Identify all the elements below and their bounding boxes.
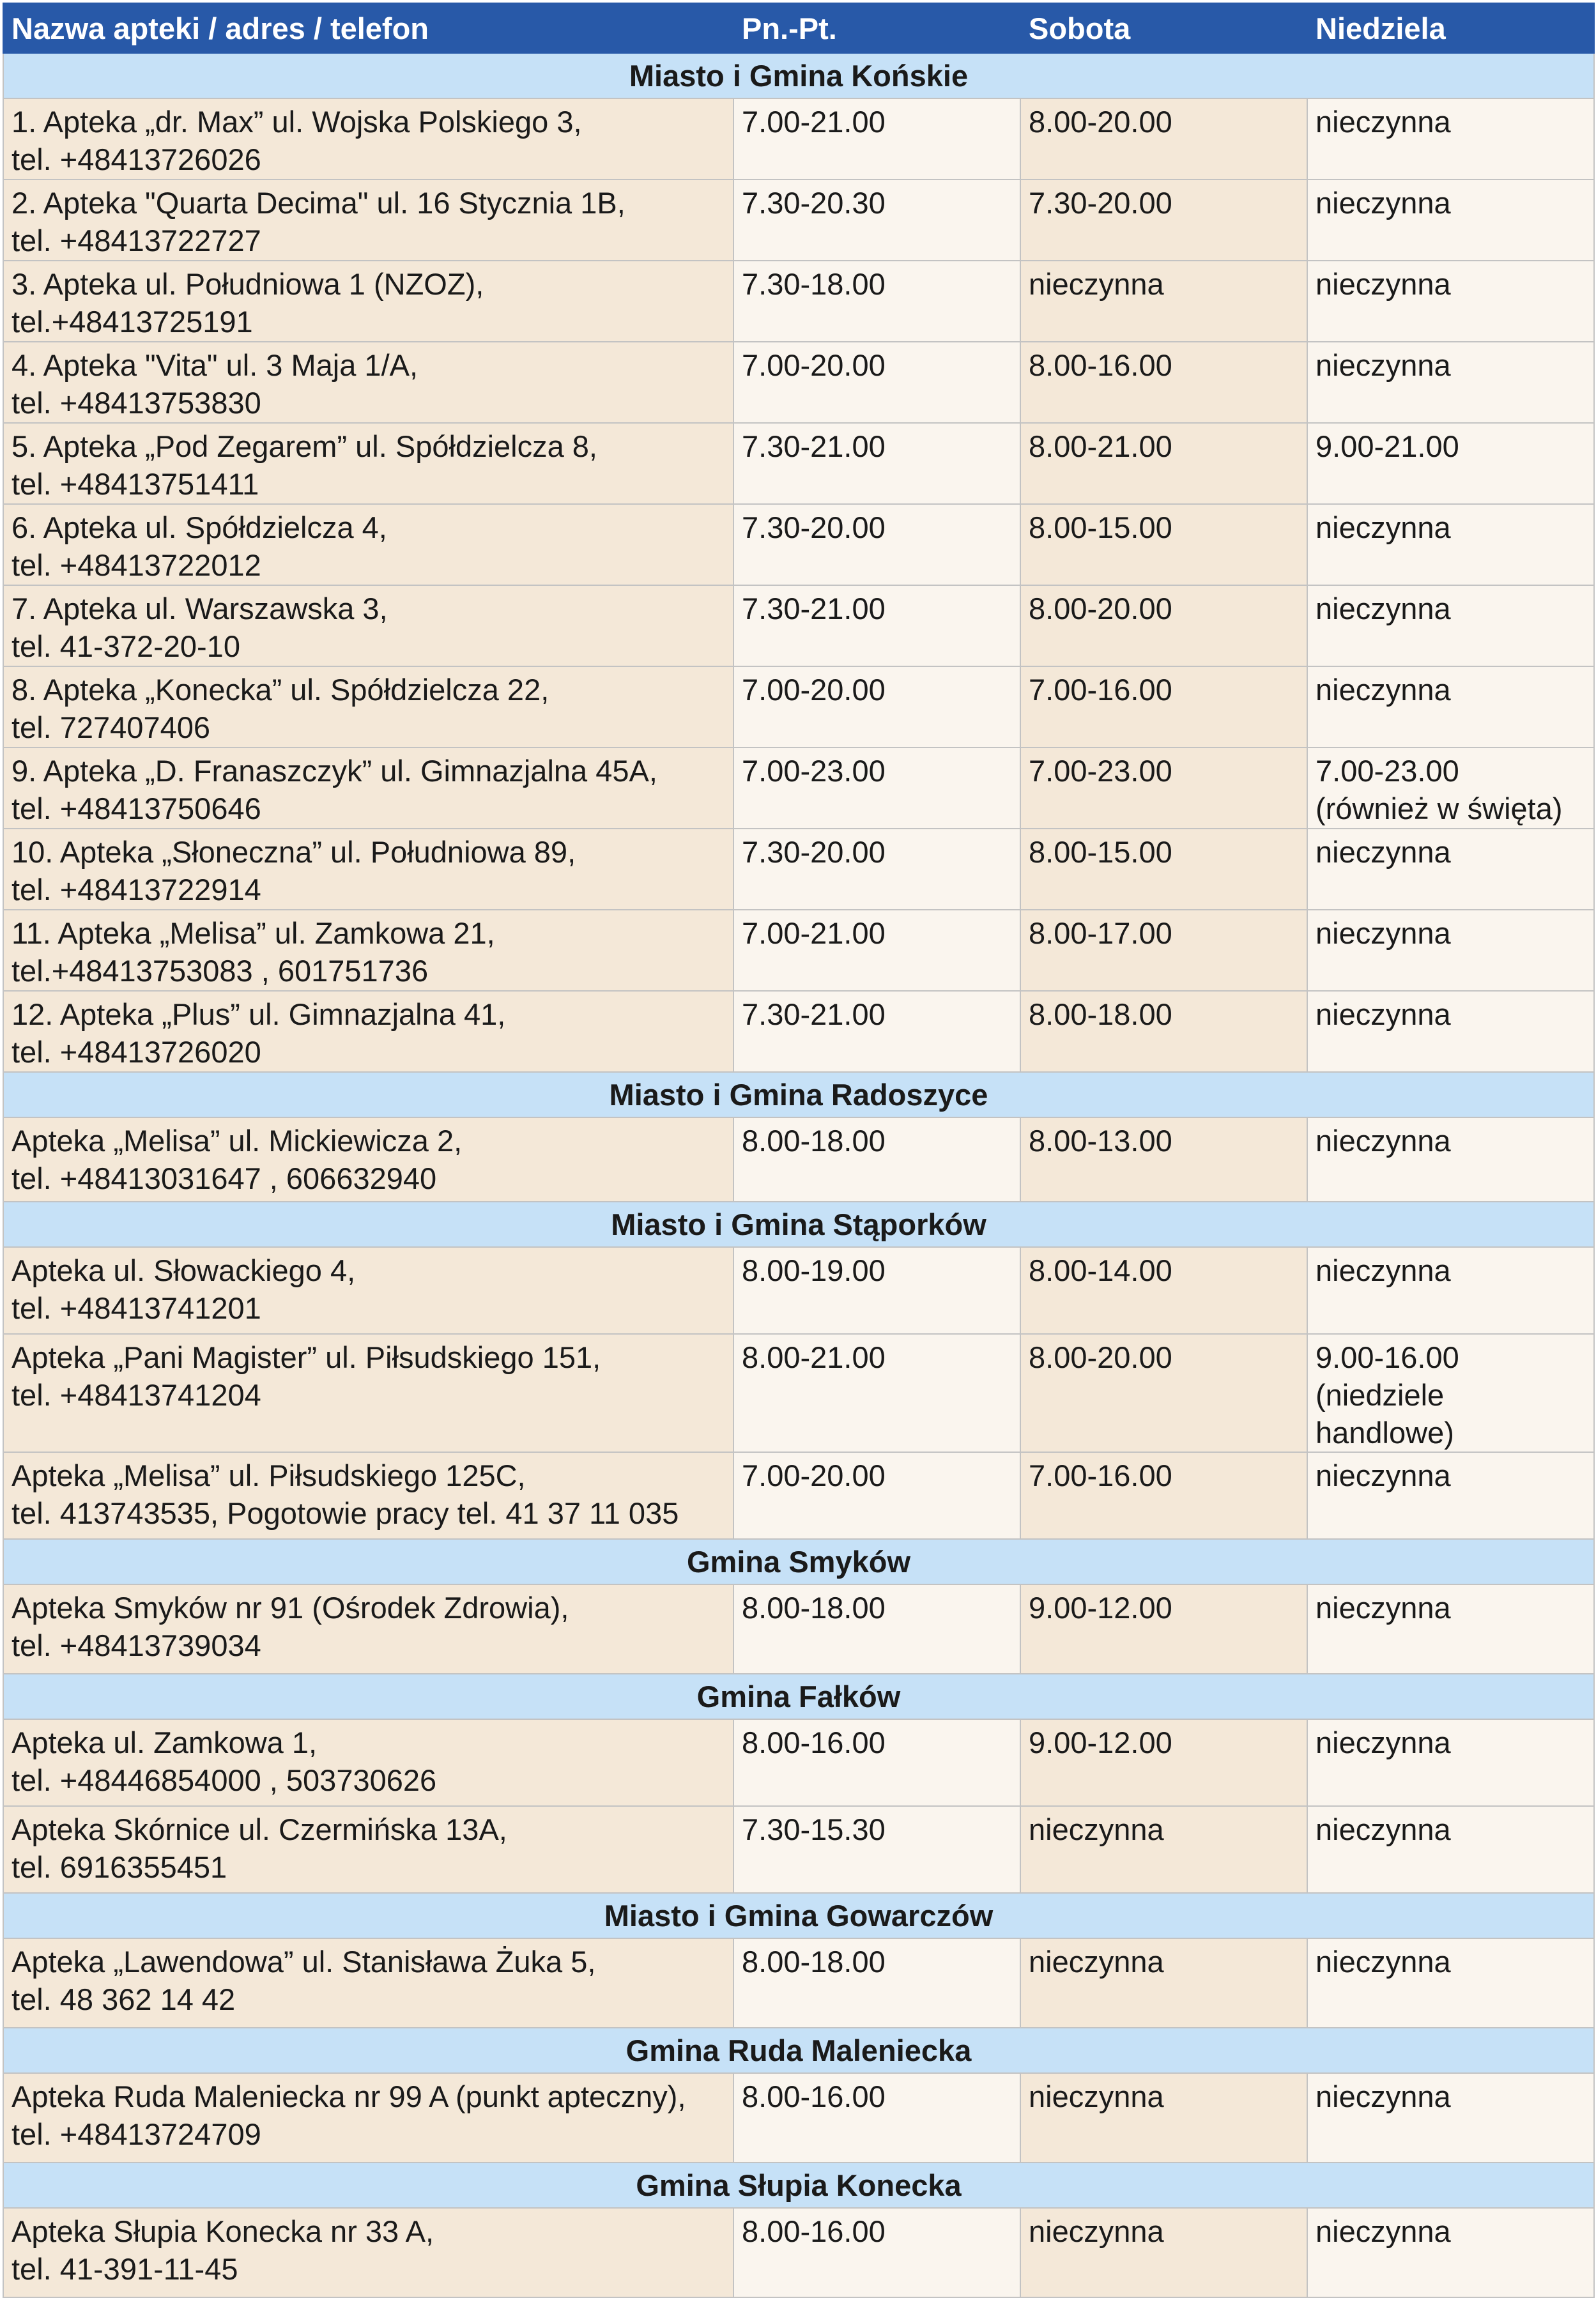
sunday-hours-cell: nieczynna [1307,910,1594,991]
table-row [3,1334,1594,1452]
header-name: Nazwa apteki / adres / telefon [3,3,733,53]
section-title: Gmina Smyków [3,1539,1594,1584]
saturday-hours-cell: nieczynna [1020,1938,1307,2028]
table-row [3,98,1594,180]
sunday-hours-cell: nieczynna [1307,1806,1594,1893]
pharmacy-name-cell: Apteka Ruda Maleniecka nr 99 A (punkt apteczny), tel. +48413724709 [3,2073,733,2163]
pharmacy-name-cell: Apteka „Melisa” ul. Mickiewicza 2, tel. +48413031647 , 606632940 [3,1117,733,1202]
pharmacy-name-cell: 12. Apteka „Plus” ul. Gimnazjalna 41, tel. +48413726020 [3,991,733,1072]
section-title: Miasto i Gmina Końskie [3,53,1594,98]
weekday-hours-cell: 8.00-18.00 [733,1584,1020,1674]
pharmacy-name-cell: 7. Apteka ul. Warszawska 3, tel. 41-372-20-10 [3,585,733,666]
weekday-hours-cell: 7.00-20.00 [733,666,1020,747]
sunday-hours-cell: 7.00-23.00 (również w święta) [1307,747,1594,829]
table-row [3,1719,1594,1806]
sunday-hours-cell: nieczynna [1307,342,1594,423]
table-row [3,342,1594,423]
table-row [3,1247,1594,1334]
header-sunday: Niedziela [1307,3,1594,53]
pharmacy-name-cell: 2. Apteka "Quarta Decima" ul. 16 Stycznia 1B, tel. +48413722727 [3,180,733,261]
table-row [3,585,1594,666]
sunday-hours-cell: nieczynna [1307,991,1594,1072]
saturday-hours-cell: nieczynna [1020,2073,1307,2163]
section-row [3,2028,1594,2073]
weekday-hours-cell: 7.00-23.00 [733,747,1020,829]
pharmacy-name-cell: Apteka ul. Zamkowa 1, tel. +48446854000 , 503730626 [3,1719,733,1806]
sunday-hours-cell: nieczynna [1307,1452,1594,1539]
header-saturday: Sobota [1020,3,1307,53]
weekday-hours-cell: 8.00-16.00 [733,1719,1020,1806]
table-row [3,666,1594,747]
section-title: Miasto i Gmina Stąporków [3,1202,1594,1247]
saturday-hours-cell: 7.00-23.00 [1020,747,1307,829]
weekday-hours-cell: 7.00-20.00 [733,1452,1020,1539]
saturday-hours-cell: 8.00-18.00 [1020,991,1307,1072]
weekday-hours-cell: 7.30-21.00 [733,423,1020,504]
sunday-hours-cell: nieczynna [1307,2208,1594,2297]
sunday-hours-cell: 9.00-16.00 (niedziele handlowe) [1307,1334,1594,1452]
sunday-hours-cell: nieczynna [1307,2073,1594,2163]
saturday-hours-cell: 8.00-17.00 [1020,910,1307,991]
saturday-hours-cell: 8.00-16.00 [1020,342,1307,423]
table-row [3,747,1594,829]
table-row [3,829,1594,910]
table-header-row [3,3,1594,53]
saturday-hours-cell: 8.00-20.00 [1020,98,1307,180]
pharmacy-name-cell: Apteka „Lawendowa” ul. Stanisława Żuka 5, tel. 48 362 14 42 [3,1938,733,2028]
section-row [3,1072,1594,1117]
pharmacy-name-cell: Apteka Skórnice ul. Czermińska 13A, tel. 6916355451 [3,1806,733,1893]
table-body [3,53,1594,2297]
weekday-hours-cell: 7.00-20.00 [733,342,1020,423]
saturday-hours-cell: nieczynna [1020,2208,1307,2297]
saturday-hours-cell: 9.00-12.00 [1020,1584,1307,1674]
table-row [3,423,1594,504]
section-title: Gmina Fałków [3,1674,1594,1719]
saturday-hours-cell: 7.30-20.00 [1020,180,1307,261]
pharmacy-hours-table [3,3,1595,2298]
saturday-hours-cell: 7.00-16.00 [1020,666,1307,747]
section-row [3,1893,1594,1938]
weekday-hours-cell: 7.30-18.00 [733,261,1020,342]
saturday-hours-cell: 8.00-20.00 [1020,1334,1307,1452]
table-row [3,991,1594,1072]
weekday-hours-cell: 8.00-18.00 [733,1117,1020,1202]
pharmacy-name-cell: Apteka „Pani Magister” ul. Piłsudskiego 151, tel. +48413741204 [3,1334,733,1452]
weekday-hours-cell: 7.00-21.00 [733,98,1020,180]
table-row [3,504,1594,585]
pharmacy-name-cell: 5. Apteka „Pod Zegarem” ul. Spółdzielcza 8, tel. +48413751411 [3,423,733,504]
table-row [3,1452,1594,1539]
weekday-hours-cell: 7.30-20.30 [733,180,1020,261]
saturday-hours-cell: 8.00-21.00 [1020,423,1307,504]
sunday-hours-cell: 9.00-21.00 [1307,423,1594,504]
weekday-hours-cell: 7.30-21.00 [733,585,1020,666]
saturday-hours-cell: 7.00-16.00 [1020,1452,1307,1539]
pharmacy-name-cell: 10. Apteka „Słoneczna” ul. Południowa 89, tel. +48413722914 [3,829,733,910]
section-row [3,53,1594,98]
pharmacy-name-cell: 6. Apteka ul. Spółdzielcza 4, tel. +48413722012 [3,504,733,585]
weekday-hours-cell: 7.30-20.00 [733,504,1020,585]
weekday-hours-cell: 7.00-21.00 [733,910,1020,991]
sunday-hours-cell: nieczynna [1307,1117,1594,1202]
saturday-hours-cell: 8.00-15.00 [1020,829,1307,910]
pharmacy-name-cell: Apteka Smyków nr 91 (Ośrodek Zdrowia), tel. +48413739034 [3,1584,733,1674]
weekday-hours-cell: 8.00-16.00 [733,2208,1020,2297]
section-row [3,2163,1594,2208]
sunday-hours-cell: nieczynna [1307,1719,1594,1806]
saturday-hours-cell: nieczynna [1020,261,1307,342]
pharmacy-name-cell: 1. Apteka „dr. Max” ul. Wojska Polskiego 3, tel. +48413726026 [3,98,733,180]
weekday-hours-cell: 8.00-19.00 [733,1247,1020,1334]
table-row [3,1117,1594,1202]
sunday-hours-cell: nieczynna [1307,1584,1594,1674]
table-row [3,910,1594,991]
section-row [3,1674,1594,1719]
sunday-hours-cell: nieczynna [1307,98,1594,180]
section-title: Miasto i Gmina Radoszyce [3,1072,1594,1117]
table-row [3,180,1594,261]
section-title: Gmina Słupia Konecka [3,2163,1594,2208]
table-row [3,1806,1594,1893]
sunday-hours-cell: nieczynna [1307,829,1594,910]
pharmacy-name-cell: Apteka ul. Słowackiego 4, tel. +48413741201 [3,1247,733,1334]
saturday-hours-cell: 8.00-13.00 [1020,1117,1307,1202]
pharmacy-name-cell: Apteka Słupia Konecka nr 33 A, tel. 41-391-11-45 [3,2208,733,2297]
section-row [3,1202,1594,1247]
table-row [3,1938,1594,2028]
sunday-hours-cell: nieczynna [1307,666,1594,747]
table-row [3,2073,1594,2163]
header-weekday: Pn.-Pt. [733,3,1020,53]
sunday-hours-cell: nieczynna [1307,1938,1594,2028]
weekday-hours-cell: 8.00-16.00 [733,2073,1020,2163]
pharmacy-name-cell: Apteka „Melisa” ul. Piłsudskiego 125C, tel. 413743535, Pogotowie pracy tel. 41 37 11 035 [3,1452,733,1539]
table-row [3,261,1594,342]
saturday-hours-cell: nieczynna [1020,1806,1307,1893]
weekday-hours-cell: 8.00-18.00 [733,1938,1020,2028]
weekday-hours-cell: 7.30-20.00 [733,829,1020,910]
pharmacy-name-cell: 11. Apteka „Melisa” ul. Zamkowa 21, tel.+48413753083 , 601751736 [3,910,733,991]
weekday-hours-cell: 7.30-15.30 [733,1806,1020,1893]
pharmacy-name-cell: 3. Apteka ul. Południowa 1 (NZOZ), tel.+48413725191 [3,261,733,342]
weekday-hours-cell: 8.00-21.00 [733,1334,1020,1452]
sunday-hours-cell: nieczynna [1307,180,1594,261]
weekday-hours-cell: 7.30-21.00 [733,991,1020,1072]
saturday-hours-cell: 9.00-12.00 [1020,1719,1307,1806]
table-row [3,2208,1594,2297]
saturday-hours-cell: 8.00-14.00 [1020,1247,1307,1334]
sunday-hours-cell: nieczynna [1307,504,1594,585]
table-row [3,1584,1594,1674]
saturday-hours-cell: 8.00-15.00 [1020,504,1307,585]
section-title: Miasto i Gmina Gowarczów [3,1893,1594,1938]
sunday-hours-cell: nieczynna [1307,261,1594,342]
sunday-hours-cell: nieczynna [1307,1247,1594,1334]
section-row [3,1539,1594,1584]
sunday-hours-cell: nieczynna [1307,585,1594,666]
pharmacy-name-cell: 9. Apteka „D. Franaszczyk” ul. Gimnazjalna 45A, tel. +48413750646 [3,747,733,829]
section-title: Gmina Ruda Maleniecka [3,2028,1594,2073]
saturday-hours-cell: 8.00-20.00 [1020,585,1307,666]
pharmacy-name-cell: 8. Apteka „Konecka” ul. Spółdzielcza 22, tel. 727407406 [3,666,733,747]
pharmacy-name-cell: 4. Apteka "Vita" ul. 3 Maja 1/A, tel. +48413753830 [3,342,733,423]
